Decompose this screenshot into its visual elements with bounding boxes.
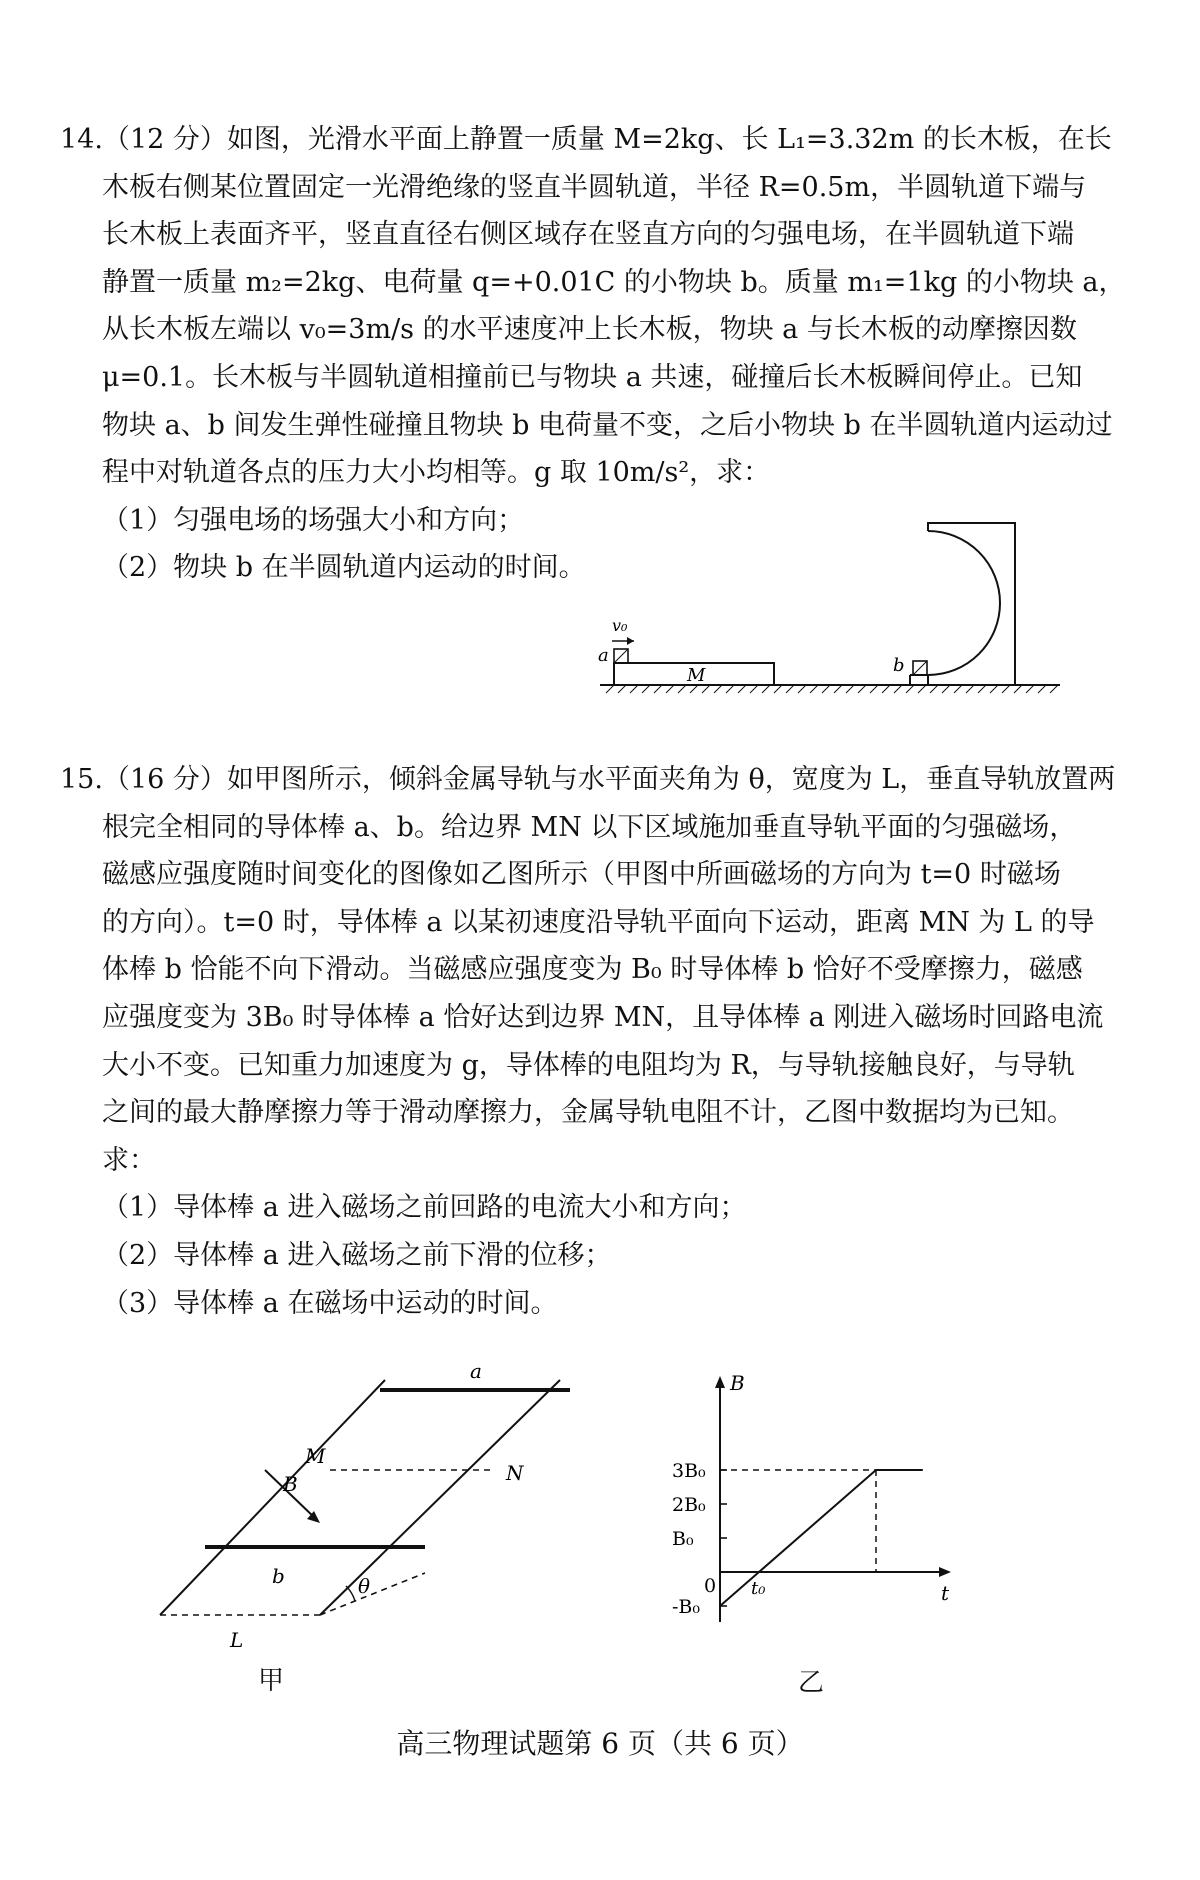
q15-line-4: 的方向）。t=0 时，导体棒 a 以某初速度沿导轨平面向下运动，距离 MN 为 L 的导 <box>102 906 1095 938</box>
label-theta: θ <box>358 1574 371 1598</box>
x-tick-label-t0: t₀ <box>751 1578 766 1599</box>
q14-line-2: 木板右侧某位置固定一光滑绝缘的竖直半圆轨道，半径 R=0.5m，半圆轨道下端与 <box>102 171 1087 203</box>
label-M: M <box>305 1444 326 1468</box>
q15-figure-jia <box>150 1355 590 1685</box>
label-a: a <box>470 1359 482 1383</box>
semicircle-track <box>928 531 1000 685</box>
q14-line-7: 物块 a、b 间发生弹性碰撞且物块 b 电荷量不变，之后小物块 b 在半圆轨道内运动过 <box>102 409 1113 441</box>
y-tick-label: -B₀ <box>672 1596 700 1618</box>
q15-line-9: 求： <box>102 1144 156 1176</box>
label-a: a <box>598 645 609 666</box>
y-tick-label: 3B₀ <box>672 1460 706 1482</box>
q15-line-8: 之间的最大静摩擦力等于滑动摩擦力，金属导轨电阻不计，乙图中数据均为已知。 <box>102 1097 1074 1129</box>
label-v0: v₀ <box>612 616 628 635</box>
page-footer: 高三物理试题第 6 页（共 6 页） <box>396 1727 804 1760</box>
caption-jia: 甲 <box>258 1666 285 1696</box>
q14-sub-1: （1）匀强电场的场强大小和方向； <box>102 504 525 536</box>
q14-line-1: 14.（12 分）如图，光滑水平面上静置一质量 M=2kg、长 L₁=3.32m 的长木板，在长 <box>60 124 1112 155</box>
q15-line-6: 应强度变为 3B₀ 时导体棒 a 恰好达到边界 MN，且导体棒 a 刚进入磁场时回路电流 <box>102 1001 1104 1033</box>
axis-label-B: B <box>730 1372 745 1395</box>
q15-line-5: 体棒 b 恰能不向下滑动。当磁感应强度变为 B₀ 时导体棒 b 恰好不受摩擦力，磁感 <box>102 954 1083 986</box>
q15-line-1: 15.（16 分）如甲图所示，倾斜金属导轨与水平面夹角为 θ，宽度为 L，垂直导轨放置两 <box>60 764 1116 795</box>
axis-label-t: t <box>941 1581 950 1605</box>
q14-sub-2: （2）物块 b 在半圆轨道内运动的时间。 <box>102 552 586 584</box>
q15-sub-1: （1）导体棒 a 进入磁场之前回路的电流大小和方向； <box>102 1192 747 1224</box>
q14-figure <box>590 515 1070 705</box>
y-tick-label: 2B₀ <box>672 1494 706 1516</box>
y-tick-label: 0 <box>704 1575 717 1597</box>
label-b: b <box>272 1564 285 1588</box>
label-B: B <box>283 1472 298 1496</box>
q14-line-4: 静置一质量 m₂=2kg、电荷量 q=+0.01C 的小物块 b。质量 m₁=1kg 的小物块 a， <box>102 266 1126 298</box>
q14-line-8: 程中对轨道各点的压力大小均相等。g 取 10m/s²，求： <box>102 457 771 489</box>
q14-line-3: 长木板上表面齐平，竖直直径右侧区域存在竖直方向的匀强电场，在半圆轨道下端 <box>102 219 1074 251</box>
caption-yi: 乙 <box>798 1668 825 1698</box>
question-15 <box>60 756 1116 1327</box>
right-rail <box>320 1380 560 1615</box>
q15-line-7: 大小不变。已知重力加速度为 g，导体棒的电阻均为 R，与导轨接触良好，与导轨 <box>102 1049 1075 1081</box>
q15-line-3: 磁感应强度随时间变化的图像如乙图所示（甲图中所画磁场的方向为 t=0 时磁场 <box>102 859 1061 891</box>
q15-sub-2: （2）导体棒 a 进入磁场之前下滑的位移； <box>102 1239 612 1271</box>
y-tick-label: B₀ <box>672 1528 694 1550</box>
label-b: b <box>893 655 905 676</box>
label-N: N <box>506 1461 524 1485</box>
q15-sub-3: （3）导体棒 a 在磁场中运动的时间。 <box>102 1287 558 1319</box>
q15-figure-yi <box>660 1372 960 1642</box>
q14-line-5: 从长木板左端以 v₀=3m/s 的水平速度冲上长木板，物块 a 与长木板的动摩擦因数 <box>102 314 1077 346</box>
q14-line-6: μ=0.1。长木板与半圆轨道相撞前已与物块 a 共速，碰撞后长木板瞬间停止。已知 <box>102 361 1083 393</box>
label-L: L <box>230 1628 244 1652</box>
q15-line-2: 根完全相同的导体棒 a、b。给边界 MN 以下区域施加垂直导轨平面的匀强磁场， <box>102 811 1077 843</box>
label-M: M <box>687 665 706 686</box>
